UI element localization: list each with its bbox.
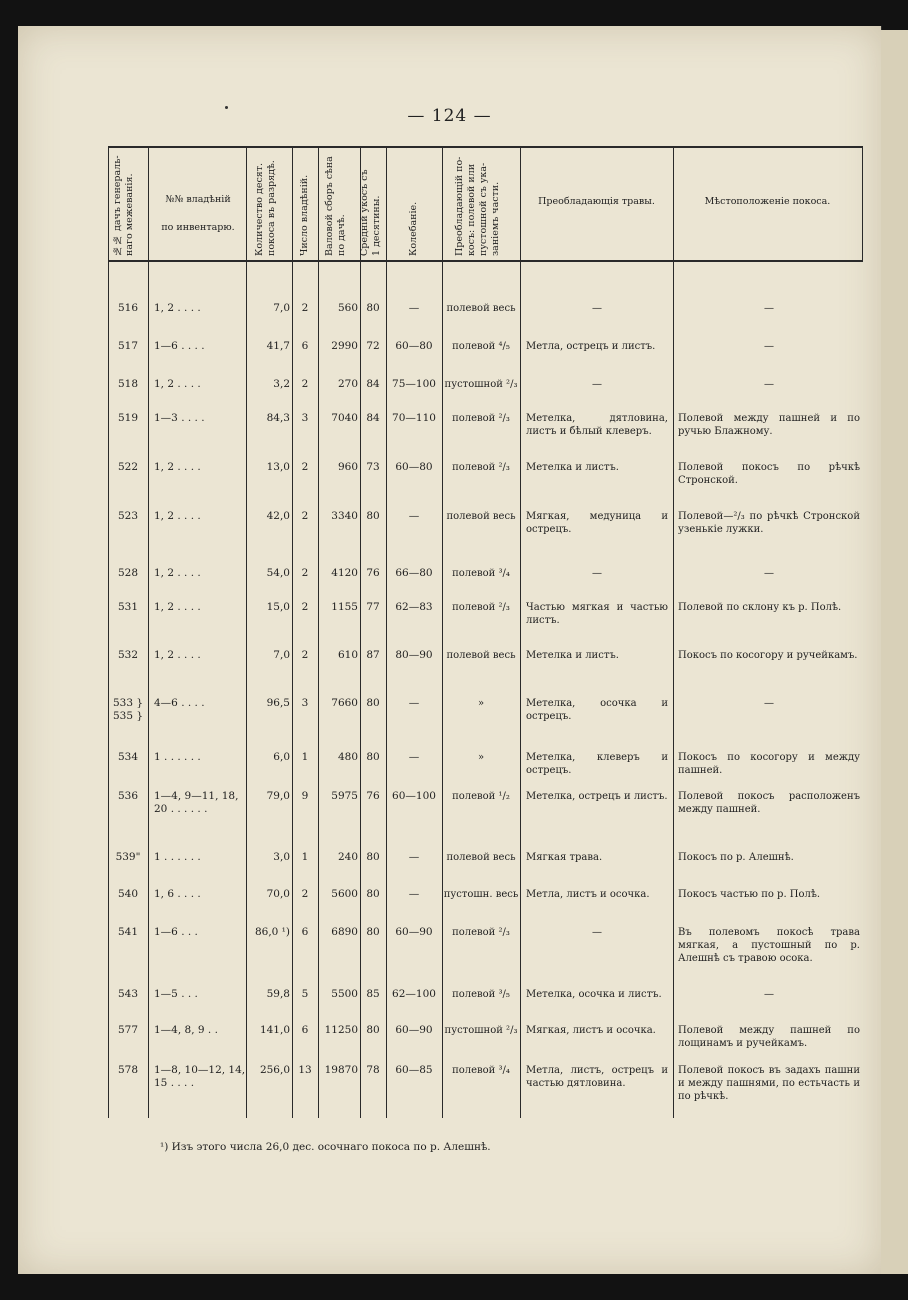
cell-valovoy: 270: [337, 378, 358, 390]
cell-kolebanie: 62—83: [395, 601, 433, 613]
cell-kolichestvo: 42,0: [266, 510, 290, 522]
cell-kolebanie: 66—80: [395, 567, 433, 579]
cell-kolebanie: 60—90: [395, 926, 433, 938]
cell-travy: Мягкая трава.: [526, 852, 603, 863]
header-dacha: №№ дачъ генераль- наго межеванія.: [112, 155, 135, 256]
cell-mesto: Покосъ частью по р. Полѣ.: [678, 889, 821, 900]
cell-kolichestvo: 59,8: [266, 988, 290, 1000]
cell-valovoy: 610: [337, 649, 358, 661]
cell-valovoy: 7040: [331, 412, 358, 424]
cell-valovoy: 3340: [331, 510, 358, 522]
cell-mesto: Полевой покосъ въ задахъ пашни и между пашнями, по естьчасть и по рѣчкѣ.: [678, 1065, 860, 1102]
cell-vladenii: 1 . . . . . .: [154, 851, 201, 863]
cell-kos: пустошн. весь: [443, 889, 519, 900]
cell-kolebanie: 62—100: [392, 988, 436, 1000]
cell-chislo: 1: [301, 851, 309, 863]
cell-kos: полевой весь: [446, 303, 516, 314]
cell-travy: Мягкая, листъ и осочка.: [526, 1025, 656, 1036]
cell-kolebanie: 60—90: [395, 1024, 433, 1036]
cell-vladenii: 1, 2 . . . .: [154, 649, 201, 661]
cell-valovoy: 19870: [324, 1064, 358, 1076]
cell-dacha: 536: [117, 790, 139, 802]
cell-sredniy: 85: [366, 988, 380, 1000]
cell-travy: —: [592, 927, 602, 938]
cell-mesto: —: [764, 698, 774, 709]
cell-valovoy: 480: [337, 751, 358, 763]
cell-dacha: 528: [117, 567, 139, 579]
cell-mesto: Полевой покосъ расположенъ между пашней.: [678, 791, 860, 815]
cell-kolichestvo: 96,5: [266, 697, 290, 709]
cell-chislo: 2: [301, 567, 309, 579]
cell-chislo: 13: [298, 1064, 312, 1076]
cell-dacha: 539": [115, 851, 141, 863]
cell-vladenii: 1—8, 10—12, 14, 15 . . . .: [154, 1064, 246, 1089]
cell-valovoy: 240: [337, 851, 358, 863]
cell-chislo: 6: [301, 1024, 309, 1036]
cell-chislo: 2: [301, 649, 309, 661]
cell-valovoy: 560: [337, 302, 358, 314]
cell-vladenii: 4—6 . . . .: [154, 697, 205, 709]
cell-travy: Метелка, клеверъ и острецъ.: [526, 752, 668, 776]
cell-sredniy: 80: [366, 1024, 380, 1036]
cell-vladenii: 1, 6 . . . .: [154, 888, 201, 900]
cell-kolebanie: —: [408, 697, 420, 709]
col-rule: [673, 146, 674, 1118]
cell-sredniy: 77: [366, 601, 380, 613]
header-kolichestvo: Количество десят. покоса въ разрядѣ.: [254, 160, 277, 256]
cell-chislo: 2: [301, 302, 309, 314]
cell-mesto: Покосъ по косогору и ручейкамъ.: [678, 650, 858, 661]
col-rule: [360, 146, 361, 1118]
cell-travy: Мягкая, медуница и острецъ.: [526, 511, 668, 535]
cell-vladenii: 1 . . . . . .: [154, 751, 201, 763]
cell-kos: полевой ⁴/₅: [452, 341, 510, 352]
cell-kos: полевой ³/₄: [452, 1065, 510, 1076]
cell-kos: полевой весь: [446, 852, 516, 863]
cell-kolebanie: —: [408, 751, 420, 763]
cell-valovoy: 11250: [324, 1024, 358, 1036]
cell-kolichestvo: 15,0: [266, 601, 290, 613]
col-rule: [386, 146, 387, 1118]
cell-kos: пустошной ²/₃: [444, 1025, 518, 1036]
cell-travy: Метелка, осочка и острецъ.: [526, 698, 668, 722]
cell-vladenii: 1, 2 . . . .: [154, 601, 201, 613]
cell-travy: Метла, листъ и осочка.: [526, 889, 650, 900]
cell-sredniy: 80: [366, 926, 380, 938]
header-travy: Преобладающія травы.: [538, 196, 655, 207]
cell-valovoy: 4120: [331, 567, 358, 579]
col-rule: [318, 146, 319, 1118]
cell-dacha: 531: [117, 601, 139, 613]
cell-chislo: 2: [301, 601, 309, 613]
cell-chislo: 6: [301, 340, 309, 352]
cell-valovoy: 6890: [331, 926, 358, 938]
cell-valovoy: 1155: [331, 601, 358, 613]
cell-vladenii: 1—6 . . .: [154, 926, 198, 938]
cell-kos: полевой ²/₃: [452, 927, 510, 938]
cell-vladenii: 1, 2 . . . .: [154, 302, 201, 314]
cell-dacha: 519: [117, 412, 139, 424]
page-number: — 124 —: [407, 106, 492, 126]
cell-kolebanie: —: [408, 888, 420, 900]
cell-mesto: —: [764, 568, 774, 579]
cell-kos: полевой ²/₃: [452, 462, 510, 473]
table-top-rule: [108, 146, 862, 148]
cell-mesto: —: [764, 341, 774, 352]
document-page: [18, 26, 881, 1274]
cell-valovoy: 2990: [331, 340, 358, 352]
cell-mesto: Въ полевомъ покосѣ трава мягкая, а пустошный по р. Алешнѣ съ травою осока.: [678, 927, 860, 964]
cell-kolebanie: 60—100: [392, 790, 436, 802]
cell-mesto: Полевой между пашней по лощинамъ и ручейкамъ.: [678, 1025, 860, 1049]
cell-kos: пустошной ²/₃: [444, 379, 518, 390]
col-rule: [292, 146, 293, 1118]
header-preobladayushchiy-kos: Преобладающій по- косъ: полевой или пустошной съ ука- заніемъ части.: [454, 156, 501, 256]
cell-vladenii: 1, 2 . . . .: [154, 510, 201, 522]
cell-mesto: Полевой—²/₃ по рѣчкѣ Стронской узенькіе лужки.: [678, 511, 860, 535]
cell-kolebanie: 75—100: [392, 378, 436, 390]
cell-kolebanie: 70—110: [392, 412, 436, 424]
cell-vladenii: 1—6 . . . .: [154, 340, 205, 352]
cell-sredniy: 80: [366, 851, 380, 863]
cell-kolichestvo: 54,0: [266, 567, 290, 579]
cell-dacha: 541: [117, 926, 139, 938]
col-rule: [108, 146, 109, 1118]
cell-travy: Метелка и листъ.: [526, 650, 619, 661]
cell-kolichestvo: 84,3: [266, 412, 290, 424]
cell-chislo: 1: [301, 751, 309, 763]
cell-travy: Метла, острецъ и листъ.: [526, 341, 656, 352]
col-rule: [520, 146, 521, 1118]
cell-sredniy: 78: [366, 1064, 380, 1076]
header-bottom-rule: [108, 260, 862, 262]
cell-sredniy: 80: [366, 751, 380, 763]
cell-kolichestvo: 6,0: [273, 751, 290, 763]
cell-kolebanie: —: [408, 510, 420, 522]
cell-kolebanie: 60—85: [395, 1064, 433, 1076]
cell-valovoy: 5975: [331, 790, 358, 802]
cell-kolebanie: 80—90: [395, 649, 433, 661]
cell-sredniy: 80: [366, 888, 380, 900]
cell-mesto: —: [764, 303, 774, 314]
cell-sredniy: 87: [366, 649, 380, 661]
cell-chislo: 6: [301, 926, 309, 938]
cell-travy: —: [592, 568, 602, 579]
cell-kolichestvo: 70,0: [266, 888, 290, 900]
cell-sredniy: 80: [366, 302, 380, 314]
cell-chislo: 2: [301, 510, 309, 522]
header-vladenii: №№ владѣній по инвентарю.: [161, 194, 235, 233]
cell-dacha: 518: [117, 378, 139, 390]
cell-sredniy: 72: [366, 340, 380, 352]
cell-vladenii: 1, 2 . . . .: [154, 461, 201, 473]
cell-chislo: 3: [301, 412, 309, 424]
cell-chislo: 2: [301, 888, 309, 900]
cell-sredniy: 73: [366, 461, 380, 473]
cell-dacha: 540: [117, 888, 139, 900]
cell-kos: полевой ³/₅: [452, 989, 510, 1000]
cell-dacha: 517: [117, 340, 139, 352]
cell-sredniy: 84: [366, 412, 380, 424]
cell-chislo: 2: [301, 461, 309, 473]
cell-kos: полевой ²/₃: [452, 602, 510, 613]
cell-kolichestvo: 41,7: [266, 340, 290, 352]
cell-sredniy: 80: [366, 697, 380, 709]
header-chislo: Число владѣній.: [299, 174, 310, 256]
cell-kolichestvo: 256,0: [259, 1064, 290, 1076]
col-rule: [442, 146, 443, 1118]
cell-valovoy: 5500: [331, 988, 358, 1000]
cell-chislo: 3: [301, 697, 309, 709]
cell-vladenii: 1—4, 9—11, 18, 20 . . . . . .: [154, 790, 239, 815]
cell-kolichestvo: 3,0: [273, 851, 290, 863]
cell-travy: Метла, листъ, острецъ и частью дятловина.: [526, 1065, 668, 1089]
speck: [225, 106, 228, 109]
cell-valovoy: 7660: [331, 697, 358, 709]
cell-kolichestvo: 79,0: [266, 790, 290, 802]
cell-kos: полевой ²/₃: [452, 413, 510, 424]
cell-dacha: 543: [117, 988, 139, 1000]
cell-dacha: 523: [117, 510, 139, 522]
cell-travy: Метелка, осочка и листъ.: [526, 989, 662, 1000]
col-rule: [862, 146, 863, 262]
cell-valovoy: 5600: [331, 888, 358, 900]
cell-kos: »: [477, 698, 485, 709]
cell-kolebanie: —: [408, 851, 420, 863]
cell-travy: Частью мягкая и частью листъ.: [526, 602, 668, 626]
footnote: ¹) Изъ этого числа 26,0 дес. осочнаго покоса по р. Алешнѣ.: [160, 1141, 491, 1153]
cell-valovoy: 960: [337, 461, 358, 473]
cell-dacha: 532: [117, 649, 139, 661]
cell-kolichestvo: 13,0: [266, 461, 290, 473]
cell-mesto: Покосъ по р. Алешнѣ.: [678, 852, 794, 863]
cell-travy: Метелка и листъ.: [526, 462, 619, 473]
cell-dacha: 516: [117, 302, 139, 314]
cell-kos: »: [477, 752, 485, 763]
cell-kos: полевой ³/₄: [452, 568, 510, 579]
cell-vladenii: 1—5 . . .: [154, 988, 198, 1000]
header-valovoy: Валовой сборъ сѣна по дачѣ.: [324, 156, 347, 256]
next-page-edge: [881, 30, 908, 1274]
cell-dacha: 578: [117, 1064, 139, 1076]
cell-kolichestvo: 3,2: [273, 378, 290, 390]
cell-mesto: —: [764, 379, 774, 390]
table-sheet: [18, 26, 881, 1274]
cell-mesto: Полевой по склону къ р. Полѣ.: [678, 602, 842, 613]
cell-travy: Метелка, острецъ и листъ.: [526, 791, 668, 802]
cell-vladenii: 1, 2 . . . .: [154, 567, 201, 579]
cell-kos: полевой ¹/₂: [452, 791, 510, 802]
cell-mesto: —: [764, 989, 774, 1000]
cell-sredniy: 76: [366, 790, 380, 802]
header-kolebanie: Колебаніе.: [408, 201, 419, 256]
cell-vladenii: 1—4, 8, 9 . .: [154, 1024, 218, 1036]
cell-kolebanie: 60—80: [395, 340, 433, 352]
header-sredniy: Средній укосъ съ 1 десятины.: [359, 169, 382, 256]
cell-sredniy: 84: [366, 378, 380, 390]
cell-vladenii: 1—3 . . . .: [154, 412, 205, 424]
cell-travy: —: [592, 303, 602, 314]
cell-sredniy: 76: [366, 567, 380, 579]
cell-chislo: 9: [301, 790, 309, 802]
cell-kolebanie: 60—80: [395, 461, 433, 473]
cell-kolichestvo: 86,0 ¹): [254, 926, 290, 938]
cell-dacha: 534: [117, 751, 139, 763]
cell-mesto: Полевой покосъ по рѣчкѣ Стронской.: [678, 462, 860, 486]
header-mestopolozhenie: Мѣстоположеніе покоса.: [704, 196, 831, 207]
cell-travy: Метелка, дятловина, листъ и бѣлый клеверъ.: [526, 413, 668, 437]
cell-kolichestvo: 7,0: [273, 302, 290, 314]
cell-kolebanie: —: [408, 302, 420, 314]
cell-mesto: Покосъ по косогору и между пашней.: [678, 752, 860, 776]
cell-kolichestvo: 7,0: [273, 649, 290, 661]
cell-sredniy: 80: [366, 510, 380, 522]
cell-kolichestvo: 141,0: [259, 1024, 290, 1036]
cell-kos: полевой весь: [446, 511, 516, 522]
cell-vladenii: 1, 2 . . . .: [154, 378, 201, 390]
col-rule: [148, 146, 149, 1118]
cell-kos: полевой весь: [446, 650, 516, 661]
col-rule: [246, 146, 247, 1118]
cell-mesto: Полевой между пашней и по ручью Блажному.: [678, 413, 860, 437]
cell-dacha: 577: [117, 1024, 139, 1036]
cell-dacha: 522: [117, 461, 139, 473]
cell-chislo: 2: [301, 378, 309, 390]
cell-dacha: 533 } 535 }: [112, 697, 144, 722]
cell-chislo: 5: [301, 988, 309, 1000]
cell-travy: —: [592, 379, 602, 390]
